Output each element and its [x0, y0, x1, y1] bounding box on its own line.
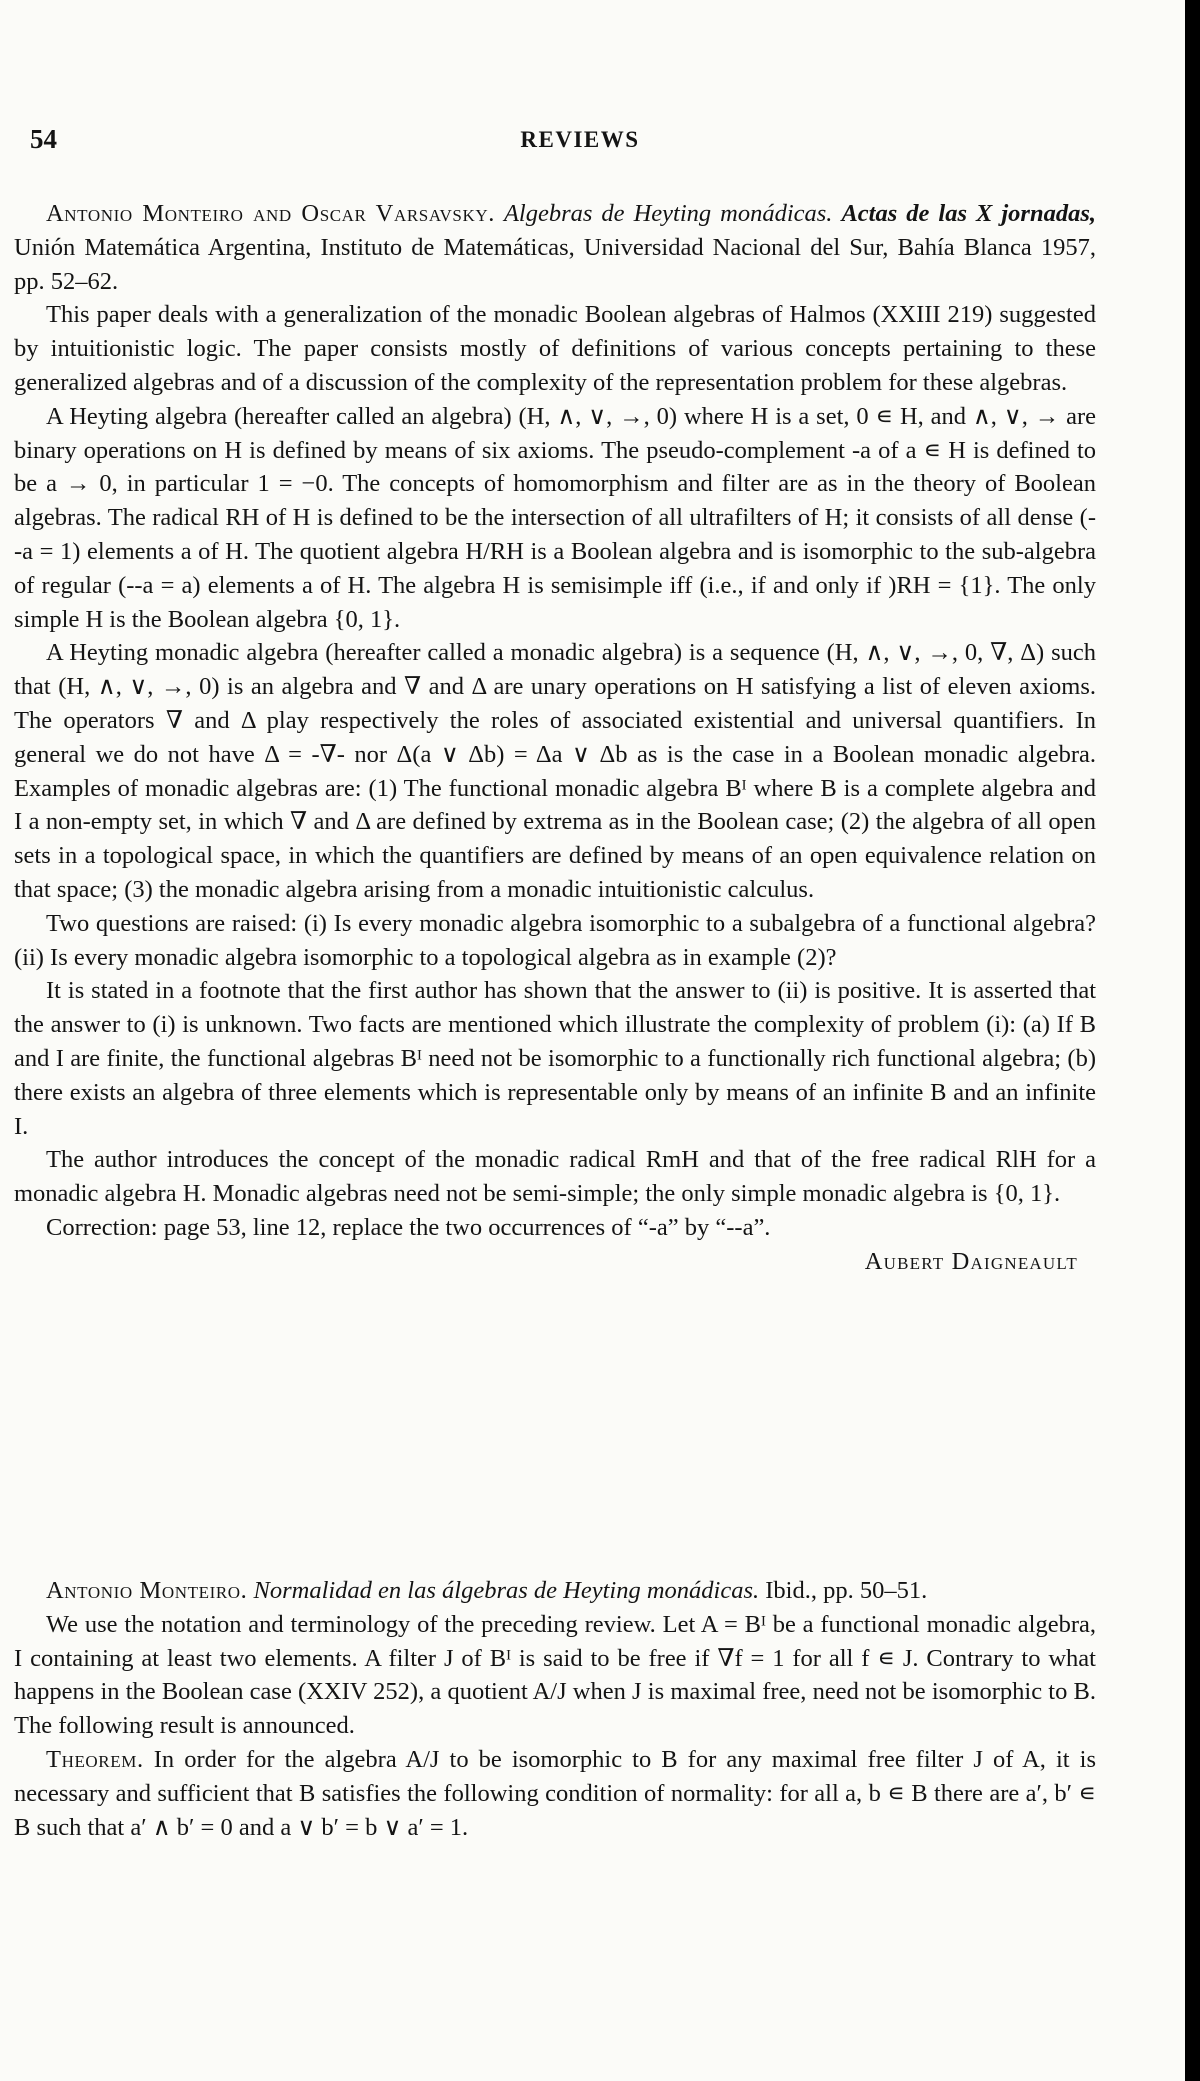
review-paragraph: The author introduces the concept of the monadic radical RmH and that of the free radical RlH for a monadic algebra H. Monadic algebras need not be semi-simple; the only simple monadic algebra is {0, 1}. [14, 1146, 1096, 1208]
theorem-paragraph [14, 1743, 1096, 1844]
review-citation [14, 1574, 1096, 1608]
citation-title: Algebras de Heyting monádicas. [503, 200, 833, 227]
review-paragraph: Two questions are raised: (i) Is every monadic algebra isomorphic to a subalgebra of a functional algebra? (ii) Is every monadic algebra isomorphic to a topological algebra as in example (2)? [14, 909, 1096, 971]
theorem-label: Theorem. [46, 1745, 144, 1773]
citation-title: Normalidad en las álgebras de Heyting monádicas. [253, 1577, 760, 1604]
review-monteiro-varsavsky [14, 197, 1096, 1279]
running-head: REVIEWS [520, 127, 640, 152]
citation-authors: Antonio Monteiro. [46, 1577, 248, 1604]
page-header [30, 124, 1070, 164]
reviewer-signature: Aubert Daigneault [864, 1247, 1078, 1275]
theorem-text: In order for the algebra A/J to be isomorphic to B for any maximal free filter J of A, it is necessary and sufficient that B satisfies the following condition of normality: for all a, b ∊ B there are a′, b′ ∊ B such that a′ ∧ b′ = 0 and a ∨ b′ = b ∨ a′ = 1. [14, 1745, 1097, 1841]
review-monteiro-normalidad [14, 1574, 1096, 1844]
review-citation [14, 197, 1096, 298]
citation-publisher: Ibid., pp. 50–51. [765, 1577, 928, 1604]
citation-authors: Antonio Monteiro and Oscar Varsavsky. [46, 200, 495, 227]
review-paragraph: We use the notation and terminology of the preceding review. Let A = Bᴵ be a functional monadic algebra, I containing at least two elements. A filter J of Bᴵ is said to be free if ∇f = 1 for all f ∊ J. Contrary to what happens in the Boolean case (XXIV 252), a quotient A/J when J is maximal free, need not be isomorphic to B. The following result is announced. [14, 1610, 1096, 1740]
review-paragraph: It is stated in a footnote that the first author has shown that the answer to (ii) is positive. It is asserted that the answer to (i) is unknown. Two facts are mentioned which illustrate the complexity of problem (i): (a) If B and I are finite, the functional algebras Bᴵ need not be isomorphic to a functionally rich functional algebra; (b) there exists an algebra of three elements which is representable only by means of an infinite B and an infinite I. [14, 977, 1096, 1140]
review-paragraph: This paper deals with a generalization of the monadic Boolean algebras of Halmos (XXIII 219) suggested by intuitionistic logic. The paper consists mostly of definitions of various concepts pertaining to these generalized algebras and of a discussion of the complexity of the representation problem for these algebras. [14, 301, 1096, 396]
review-paragraph: A Heyting monadic algebra (hereafter called a monadic algebra) is a sequence (H, ∧, ∨, →, 0, ∇, Δ) such that (H, ∧, ∨, →, 0) is an algebra and ∇ and Δ are unary operations on H satisfying a list of eleven axioms. The operators ∇ and Δ play respectively the roles of associated existential and universal quantifiers. In general we do not have Δ = -∇- nor Δ(a ∨ Δb) = Δa ∨ Δb as is the case in a Boolean monadic algebra. Examples of monadic algebras are: (1) The functional monadic algebra Bᴵ where B is a complete algebra and I a non-empty set, in which ∇ and Δ are defined by extrema as in the Boolean case; (2) the algebra of all open sets in a topological space, in which the quantifiers are defined by means of an open equivalence relation on that space; (3) the monadic algebra arising from a monadic intuitionistic calculus. [14, 639, 1096, 903]
citation-publisher: Unión Matemática Argentina, Instituto de Matemáticas, Universidad Nacional del Sur, Bahía Blanca 1957, pp. 52–62. [14, 233, 1096, 295]
review-correction: Correction: page 53, line 12, replace the two occurrences of “-a” by “--a”. [46, 1213, 771, 1241]
page-number: 54 [30, 124, 57, 154]
citation-venue: Actas de las X jornadas, [841, 200, 1097, 227]
review-paragraph: A Heyting algebra (hereafter called an algebra) (H, ∧, ∨, →, 0) where H is a set, 0 ∊ H, and ∧, ∨, → are binary operations on H is defined by means of six axioms. The pseudo-complement -a of a ∊ H is defined to be a → 0, in particular 1 = −0. The concepts of homomorphism and filter are as in the theory of Boolean algebras. The radical RH of H is defined to be the intersection of all ultrafilters of H; it consists of all dense (--a = 1) elements a of H. The quotient algebra H/RH is a Boolean algebra and is isomorphic to the sub-algebra of regular (--a = a) elements a of H. The algebra H is semisimple iff (i.e., if and only if )RH = {1}. The only simple H is the Boolean algebra {0, 1}. [14, 402, 1096, 633]
